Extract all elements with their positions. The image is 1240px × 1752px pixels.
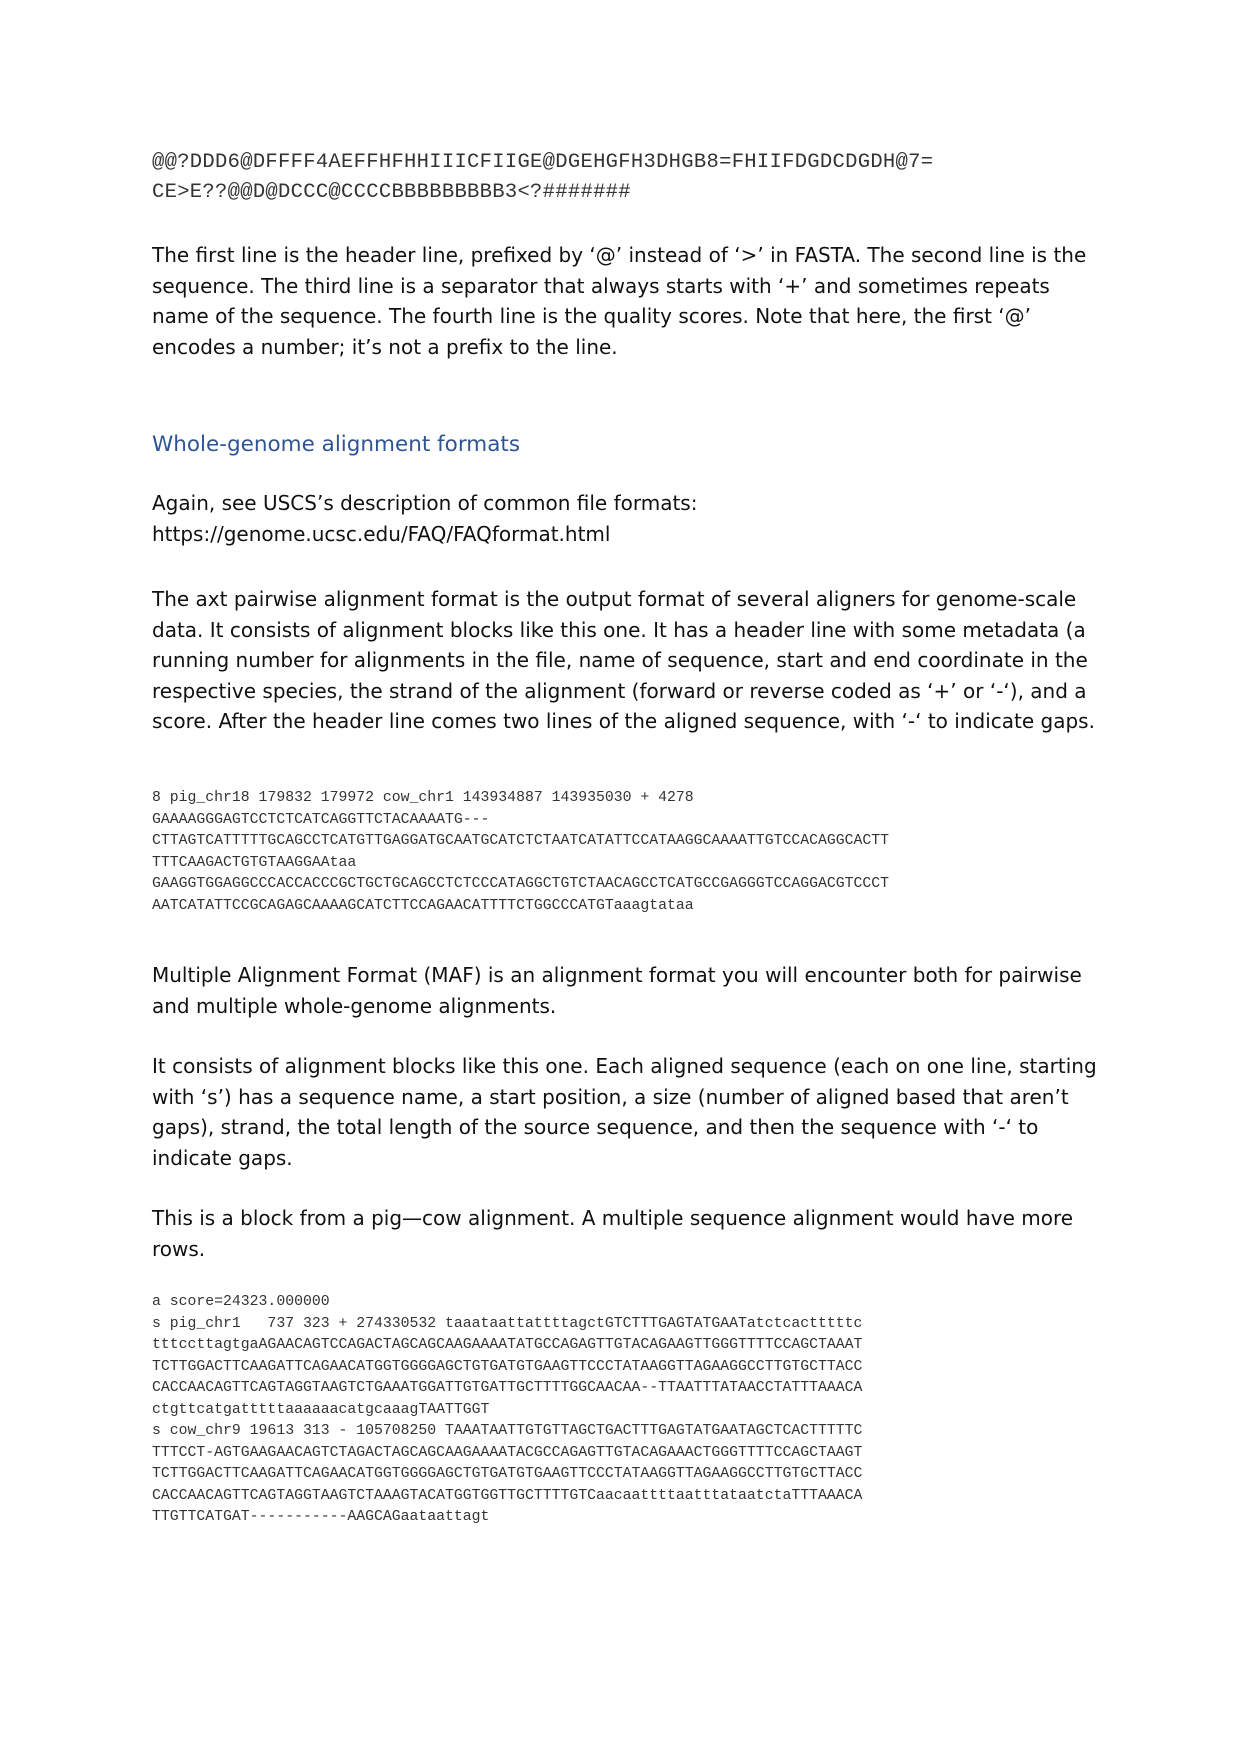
maf-block-description-paragraph: It consists of alignment blocks like this one. Each aligned sequence (each on one line, starting with ‘s’) has a sequence name, a start position, a size (number of aligned based that aren’t gaps), strand, the total length of the source sequence, and then the sequence with ‘-‘ to indicate gaps. xyxy=(152,1054,1097,1170)
quality-line-2: CE>E??@@D@DCCC@CCCCBBBBBBBBB3<?####### xyxy=(152,181,631,204)
quality-line-1: @@?DDD6@DFFFF4AEFFHFHHIIICFIIGE@DGEHGFH3DHGB8=FHIIFDGDCDGDH@7= xyxy=(152,151,934,174)
maf-intro-paragraph: Multiple Alignment Format (MAF) is an alignment format you will encounter both for pairwise and multiple whole-genome alignments. xyxy=(152,963,1082,1018)
section-heading-whole-genome-alignment: Whole-genome alignment formats xyxy=(152,432,521,457)
maf-alignment-block: a score=24323.000000 s pig_chr1 737 323 + 274330532 taaataattattttagctGTCTTTGAGTATGAATatctcactttttc tttccttagtgaAGAACAGTCCAGACTAGCAGCAAGAAAATATGCCAGAGTTGTACAGAAGTTGGGTTTTCCAGCTAAAT TCTTGGACTTCAAGATTCAGAACATGGTGGGGAGCTGTGATGTGAAGTTCCCTATAAGGTTAGAAGGCCTTGTGCTTACC CACCAACAGTTCAGTAGGTAAGTCTGAAATGGATTGTGATTGCTTTTGGCAACAA--TTAATTTATAACCTATTTAAACA ctgttcatgatttttaaaaaacatgcaaagTAATTGGT s cow_chr9 19613 313 - 105708250 TAAATAATTGTGTTAGCTGACTTTGAGTATGAATAGCTCACTTTTTC TTTCCT-AGTGAAGAACAGTCTAGACTAGCAGCAAGAAAATACGCCAGAGTTGTACAGAAACTGGGTTTTCCAGCTAAGT TCTTGGACTTCAAGATTCAGAACATGGTGGGGAGCTGTGATGTGAAGTTCCCTATAAGGTTAGAAGGCCTTGTGCTTACC CACCAACAGTTCAGTAGGTAAGTCTAAAGTACATGGTGGTTGCTTTTGTCaacaattttaatttataatctaTTTAAACA TTGTTCATGAT-----------AAGCAGaataattagt xyxy=(152,1294,863,1525)
axt-description-paragraph: The axt pairwise alignment format is the output format of several aligners for genome-scale data. It consists of alignment blocks like this one. It has a header line with some metadata (a running number for alignments in the file, name of sequence, start and end coordinate in the respective species, the strand of the alignment (forward or reverse coded as ‘+’ or ‘-‘), and a score. After the header line comes two lines of the aligned sequence, with ‘-‘ to indicate gaps. xyxy=(152,587,1095,733)
file-formats-reference-paragraph xyxy=(152,488,1097,549)
fastq-description-paragraph: The first line is the header line, prefixed by ‘@’ instead of ‘>’ in FASTA. The second line is the sequence. The third line is a separator that always starts with ‘+’ and sometimes repeats name of the sequence. The fourth line is the quality scores. Note that here, the first ‘@’ encodes a number; it’s not a prefix to the line. xyxy=(152,243,1087,359)
quality-score-block xyxy=(152,148,933,208)
ucsc-format-link[interactable]: https://genome.ucsc.edu/FAQ/FAQformat.html xyxy=(152,521,611,546)
file-formats-reference-text: Again, see USCS’s description of common file formats: xyxy=(152,491,698,515)
axt-alignment-block: 8 pig_chr18 179832 179972 cow_chr1 143934887 143935030 + 4278 GAAAAGGGAGTCCTCTCATCAGGTTCTACAAAATG--- CTTAGTCATTTTTGCAGCCTCATGTTGAGGATGCAATGCATCTCTAATCATATTCCATAAGGCAAAATTGTCCACAGGCACTT TTTCAAGACTGTGTAAGGAAtaa GAAGGTGGAGGCCCACCACCCGCTGCTGCAGCCTCTCCCATAGGCTGTCTAACAGCCTCATGCCGAGGGTCCAGGACGTCCCT AATCATATTCCGCAGAGCAAAAGCATCTTCCAGAACATTTTCTGGCCCATGTaaagtataa xyxy=(152,790,890,914)
pig-cow-block-paragraph: This is a block from a pig—cow alignment. A multiple sequence alignment would have more rows. xyxy=(152,1206,1074,1261)
